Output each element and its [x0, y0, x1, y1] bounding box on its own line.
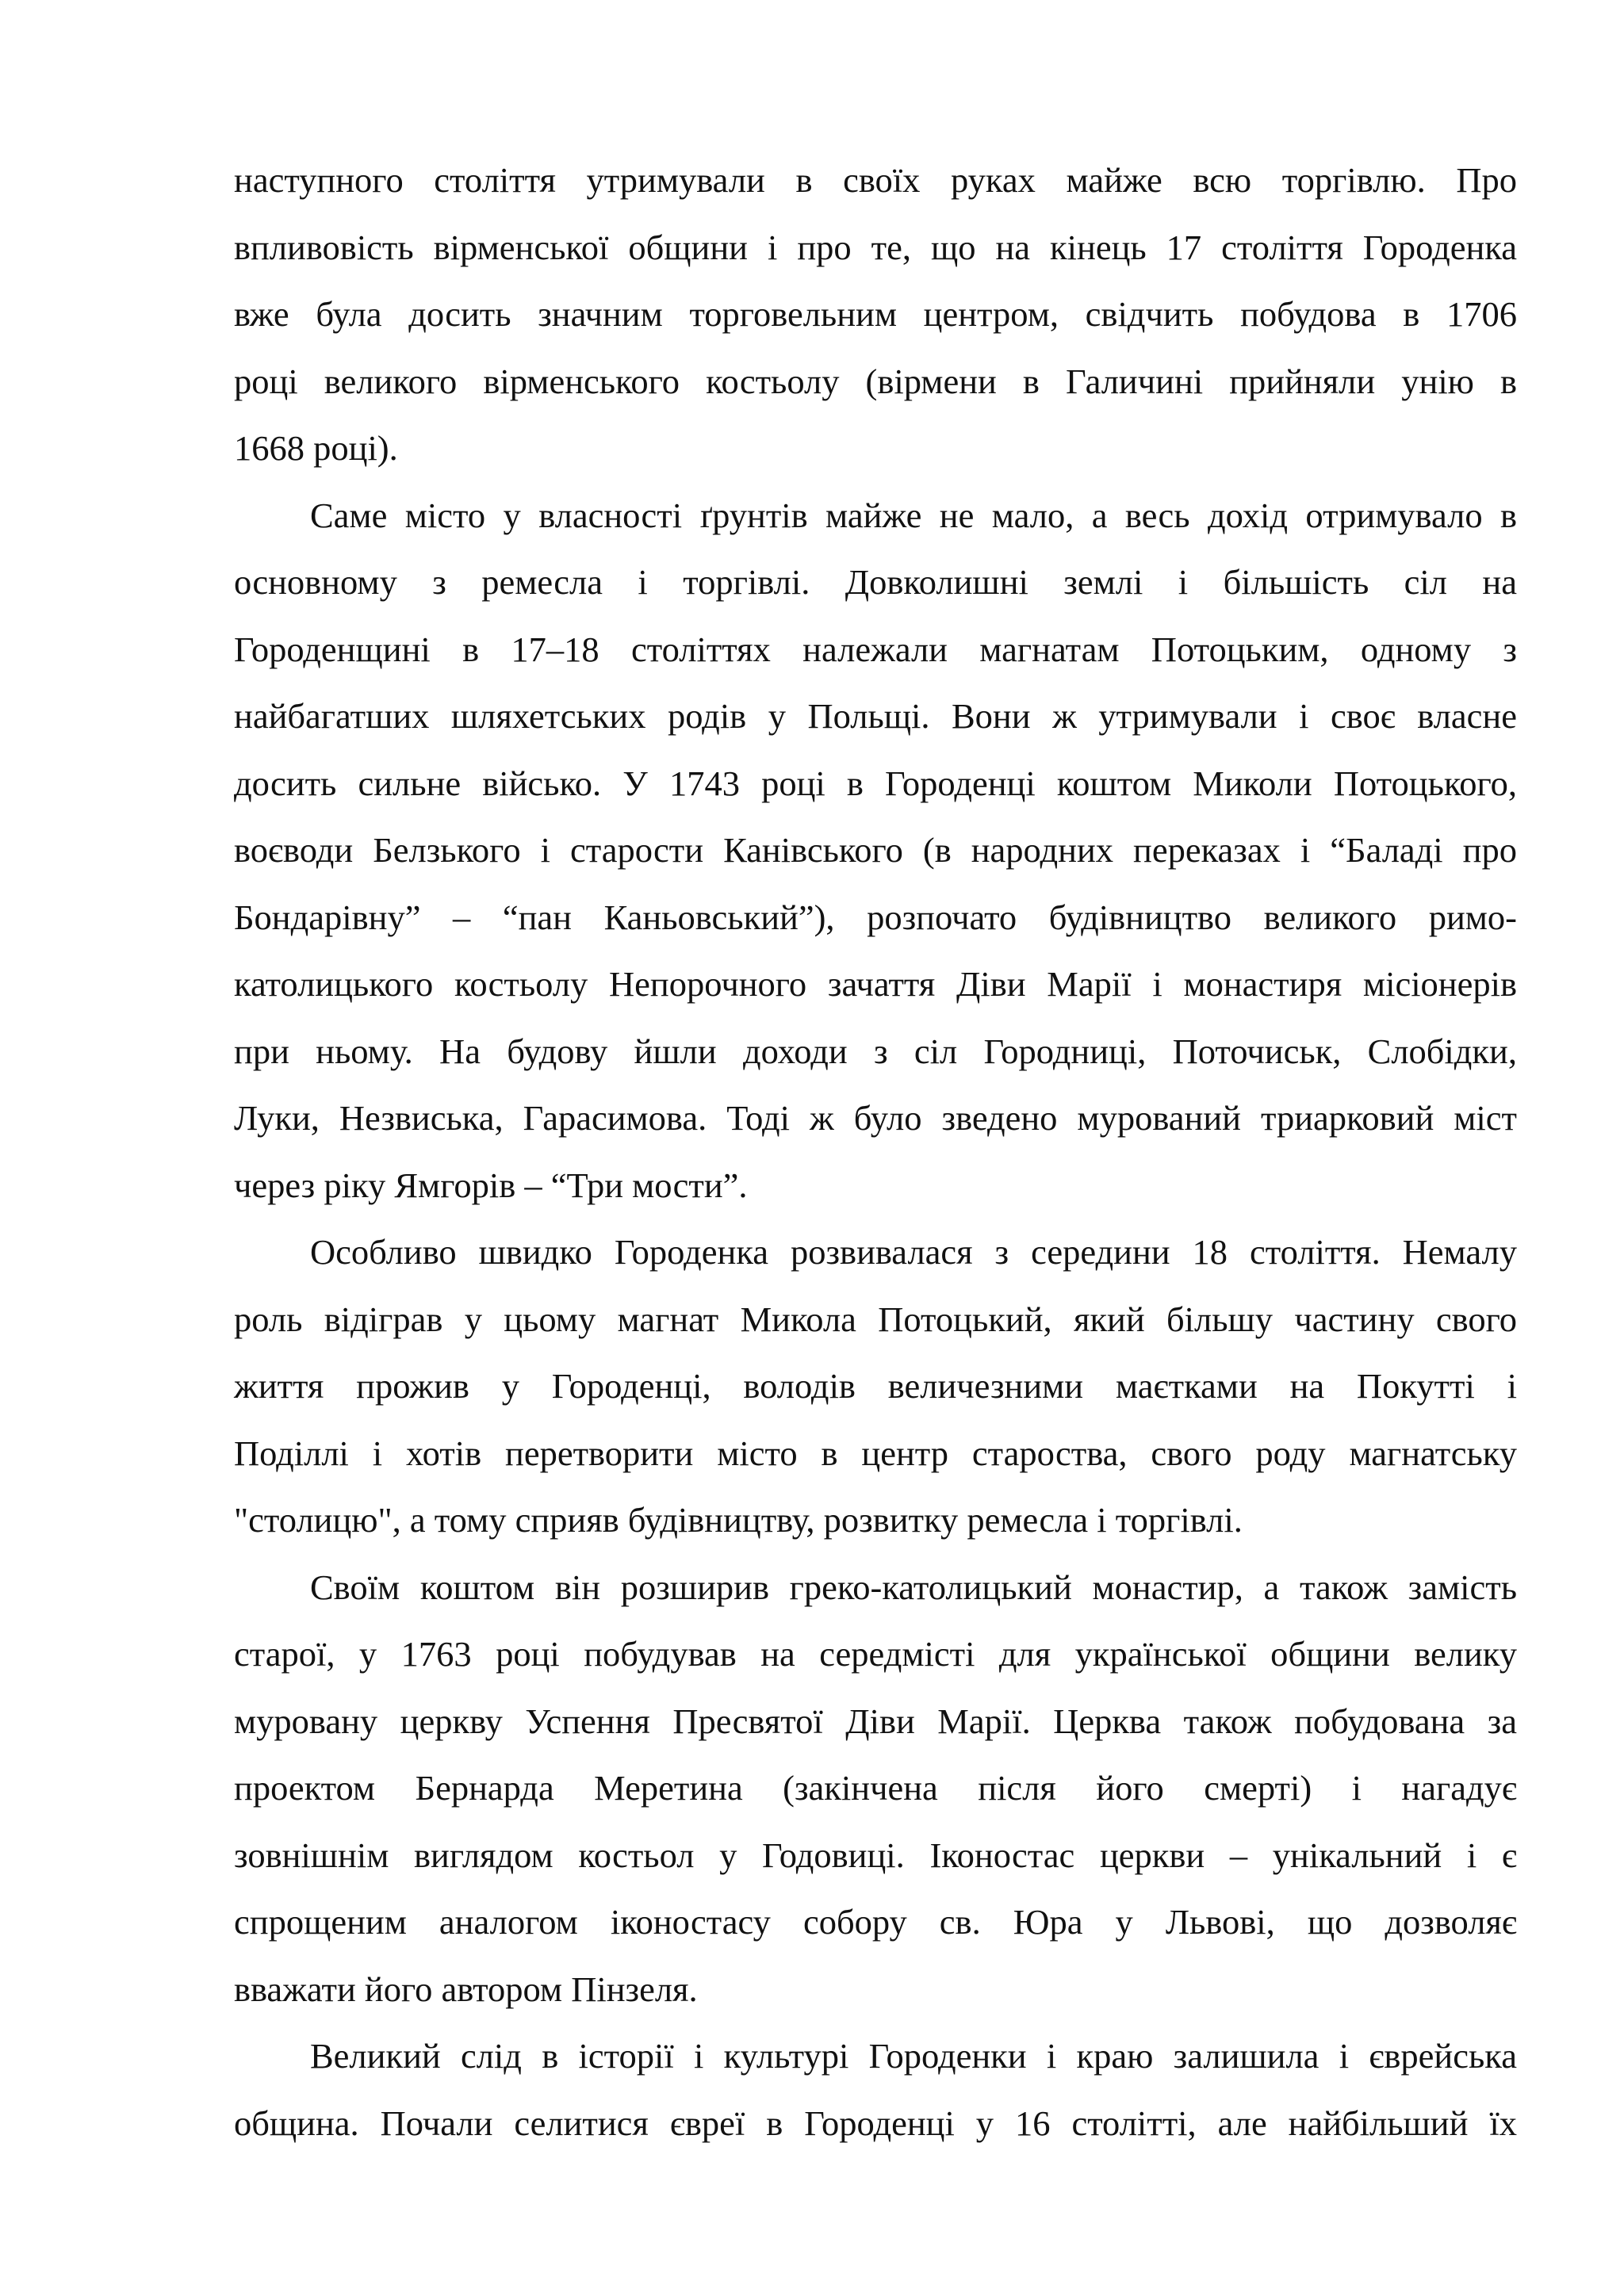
- text-line: Саме місто у власності ґрунтів майже не мало, а весь дохід отримувало в: [310, 495, 1517, 535]
- text-line: воєводи Белзького і старости Канівського (в народних переказах і “Баладі про: [234, 830, 1517, 870]
- text-line: Городенщині в 17–18 століттях належали магнатам Потоцьким, одному з: [234, 629, 1517, 669]
- text-line: найбагатших шляхетських родів у Польщі. Вони ж утримували і своє власне: [234, 696, 1517, 736]
- text-line: Луки, Незвиська, Гарасимова. Тоді ж було зведено мурований триарковий міст: [234, 1098, 1517, 1138]
- text-line: Великий слід в історії і культурі Городенки і краю залишила і єврейська: [310, 2036, 1517, 2076]
- text-line: проектом Бернарда Меретина (закінчена після його смерті) і нагадує: [234, 1768, 1517, 1808]
- text-line: зовнішнім виглядом костьол у Годовиці. Іконостас церкви – унікальний і є: [234, 1835, 1517, 1875]
- text-line: році великого вірменського костьолу (вірмени в Галичині прийняли унію в: [234, 361, 1517, 401]
- paragraph: [234, 482, 1517, 1219]
- text-line: община. Почали селитися євреї в Городенці у 16 столітті, але найбільший їх: [234, 2103, 1517, 2143]
- body-text: [234, 147, 1517, 2156]
- text-line: спрощеним аналогом іконостасу собору св. Юра у Львові, що дозволяє: [234, 1902, 1517, 1942]
- text-line: через ріку Ямгорів – “Три мости”.: [234, 1165, 748, 1205]
- text-line: Поділлі і хотів перетворити місто в центр староства, свого роду магнатську: [234, 1433, 1517, 1473]
- text-line: основному з ремесла і торгівлі. Довколишні землі і більшість сіл на: [234, 562, 1517, 602]
- text-line: життя прожив у Городенці, володів величезними маєтками на Покутті і: [234, 1366, 1517, 1406]
- paragraph: [234, 1554, 1517, 2023]
- text-line: "столицю", а тому сприяв будівництву, розвитку ремесла і торгівлі.: [234, 1500, 1243, 1540]
- text-line: Своїм коштом він розширив греко-католицький монастир, а також замість: [310, 1567, 1517, 1607]
- text-line: Особливо швидко Городенка розвивалася з середини 18 століття. Немалу: [310, 1232, 1517, 1272]
- text-line: наступного століття утримували в своїх руках майже всю торгівлю. Про: [234, 160, 1517, 200]
- text-line: католицького костьолу Непорочного зачаття Діви Марії і монастиря місіонерів: [234, 964, 1517, 1004]
- paragraph: [234, 1219, 1517, 1554]
- text-line: роль відіграв у цьому магнат Микола Потоцький, який більшу частину свого: [234, 1299, 1517, 1339]
- text-line: вже була досить значним торговельним центром, свідчить побудова в 1706: [234, 294, 1517, 334]
- text-line: при ньому. На будову йшли доходи з сіл Городниці, Поточиськ, Слобідки,: [234, 1031, 1517, 1071]
- paragraph: [234, 147, 1517, 482]
- text-line: 1668 році).: [234, 428, 398, 468]
- text-line: вважати його автором Пінзеля.: [234, 1969, 698, 2009]
- text-line: муровану церкву Успення Пресвятої Діви Марії. Церква також побудована за: [234, 1701, 1517, 1741]
- text-line: досить сильне військо. У 1743 році в Городенці коштом Миколи Потоцького,: [234, 763, 1517, 803]
- text-line: старої, у 1763 році побудував на середмісті для української общини велику: [234, 1634, 1517, 1674]
- text-line: Бондарівну” – “пан Каньовський”), розпочато будівництво великого римо-: [234, 897, 1517, 937]
- text-line: впливовість вірменської общини і про те, що на кінець 17 століття Городенка: [234, 227, 1517, 267]
- paragraph: [234, 2022, 1517, 2156]
